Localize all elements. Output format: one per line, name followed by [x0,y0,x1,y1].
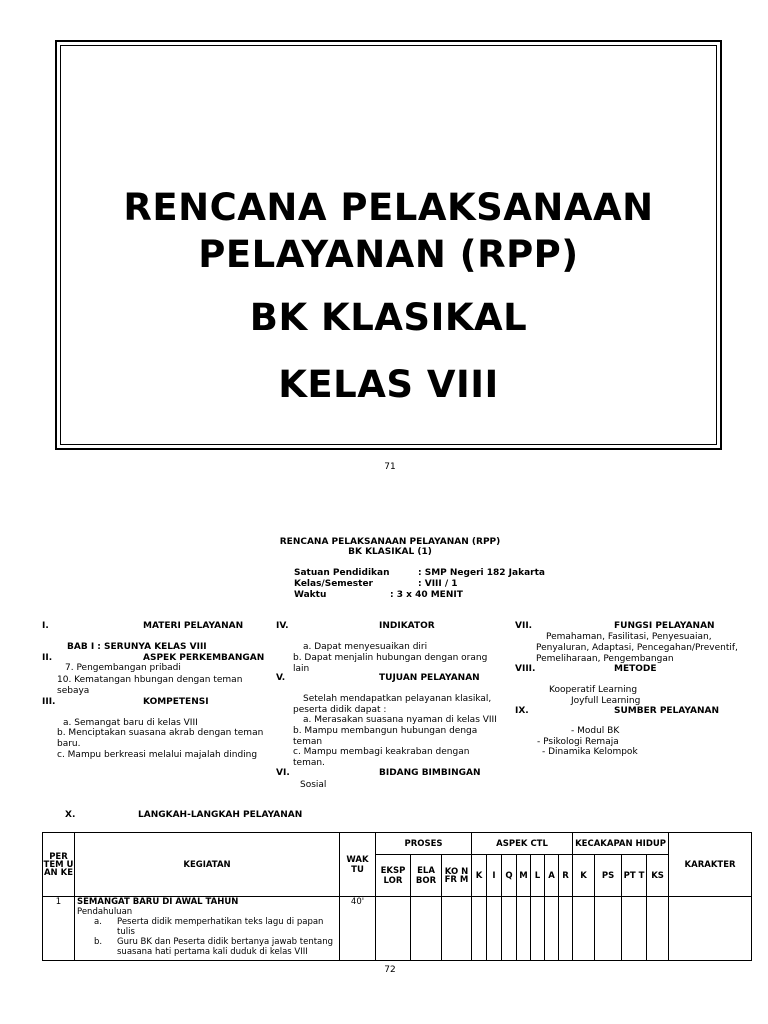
header-eksplor: EKSP LOR [376,855,411,897]
section-6-number: VI. [276,768,290,778]
header-ctl-l: L [531,855,545,897]
section-4-number: IV. [276,621,289,631]
cover-title-line2: PELAYANAN (RPP) [198,233,579,276]
section-2-item-1: 7. Pengembangan pribadi [65,663,181,673]
page-number: 71 [384,462,396,472]
row-kegiatan [75,897,340,961]
table-row [43,897,752,961]
section-10-title: LANGKAH-LANGKAH PELAYANAN [138,810,303,820]
header-ctl-k: K [472,855,487,897]
cell-konfirm [442,897,472,961]
header-ctl-r: R [559,855,573,897]
cover-frame-inner [60,45,717,445]
header-ctl-m: M [517,855,531,897]
row-waktu: 40' [340,897,376,961]
section-2-item-2: 10. Kematangan hbungan dengan teman sebaya [57,675,243,696]
cell-ctl-r [559,897,573,961]
section-3-item-2: b. Menciptakan suasana akrab dengan teman baru. [57,728,264,749]
row-kegiatan-item-a [77,917,337,937]
waktu-label: Waktu [294,590,327,600]
section-3-number: III. [42,697,56,707]
cell-ctl-l [531,897,545,961]
section-4-item-1: a. Dapat menyesuaikan diri [303,642,428,652]
cell-karakter [669,897,752,961]
section-7-text: Pemahaman, Fasilitasi, Penyesuaian, Penyaluran, Adaptasi, Pencegahan/Preventif, Pemeliharaan, Pengembangan [536,632,738,664]
cover-title-line1: RENCANA PELAKSANAAN [123,186,654,229]
rpp-subtitle: BK KLASIKAL (1) [348,547,432,557]
section-3-title: KOMPETENSI [143,697,209,707]
header-ctl-q: Q [502,855,517,897]
row-kegiatan-sub: Pendahuluan [77,907,133,917]
row-kegiatan-item-b-text: Guru BK dan Peserta didik bertanya jawab tentang suasana hati pertama kali duduk di kelas VIII [117,937,334,957]
cell-ctl-a [545,897,559,961]
cell-kh-k [573,897,595,961]
header-proses: PROSES [376,833,472,855]
section-4-item-2: b. Dapat menjalin hubungan dengan orang lain [293,653,488,674]
section-8-title: METODE [614,664,657,674]
header-ctl-i: I [487,855,502,897]
header-kegiatan: KEGIATAN [75,833,340,897]
section-9-title: SUMBER PELAYANAN [614,706,720,716]
section-9-item-2: - Psikologi Remaja [537,737,619,747]
header-waktu: WAK TU [340,833,376,897]
section-6-item: Sosial [300,780,327,790]
row-kegiatan-item-a-text: Peserta didik memperhatikan teks lagu di papan tulis [117,917,324,937]
header-karakter: KARAKTER [669,833,752,897]
header-kecakapan-hidup: KECAKAPAN HIDUP [573,833,669,855]
header-pertemuan: PER TEM U AN KE [43,833,75,897]
section-7-number: VII. [515,621,533,631]
waktu-value: : 3 x 40 MENIT [390,590,463,600]
section-9-number: IX. [515,706,529,716]
section-5-item-3: c. Mampu membagi keakraban dengan teman. [293,747,470,768]
section-9-item-1: - Modul BK [571,726,620,736]
section-10-number: X. [65,810,76,820]
section-2-title: ASPEK PERKEMBANGAN [143,653,265,663]
cell-kh-ps [595,897,622,961]
cover-title-line4: KELAS VIII [278,363,499,406]
cell-kh-ks [647,897,669,961]
section-1-number: I. [42,621,49,631]
header-ctl-a: A [545,855,559,897]
steps-table [42,832,752,961]
section-3-item-1: a. Semangat baru di kelas VIII [63,718,198,728]
section-8-number: VIII. [515,664,536,674]
header-kh-ps: PS [595,855,622,897]
section-5-item-1: a. Merasakan suasana nyaman di kelas VIII [303,715,497,725]
section-5-intro: Setelah mendapatkan pelayanan klasikal, peserta didik dapat : [293,694,492,715]
header-kh-k: K [573,855,595,897]
header-kh-ks: KS [647,855,669,897]
satuan-value: : SMP Negeri 182 Jakarta [418,568,545,578]
cell-ctl-m [517,897,531,961]
cell-ctl-q [502,897,517,961]
cell-kh-ptt [622,897,647,961]
row-kegiatan-item-b-label: b. [94,937,103,947]
header-kh-ptt: PT T [622,855,647,897]
header-aspek-ctl: ASPEK CTL [472,833,573,855]
cell-ctl-i [487,897,502,961]
section-3-item-3: c. Mampu berkreasi melalui majalah dinding [57,750,258,760]
section-2-number: II. [42,653,53,663]
section-5-title: TUJUAN PELAYANAN [379,673,480,683]
row-kegiatan-item-a-label: a. [94,917,102,927]
section-9-item-3: - Dinamika Kelompok [542,747,638,757]
kelas-label: Kelas/Semester [294,579,373,589]
header-konfirm: KO N FR M [442,855,472,897]
row-pertemuan: 1 [43,897,75,961]
section-4-title: INDIKATOR [379,621,435,631]
rpp-title: RENCANA PELAKSANAAN PELAYANAN (RPP) [279,537,501,547]
cell-eksplor [376,897,411,961]
satuan-label: Satuan Pendidikan [294,568,390,578]
cell-ctl-k [472,897,487,961]
page-number-2: 72 [384,965,396,975]
cover-title-line3: BK KLASIKAL [249,296,528,339]
section-1-bab: BAB I : SERUNYA KELAS VIII [67,642,207,652]
header-elabor: ELA BOR [411,855,442,897]
section-5-item-2: b. Mampu membangun hubungan denga teman [293,726,478,747]
section-6-title: BIDANG BIMBINGAN [379,768,481,778]
row-kegiatan-title: SEMANGAT BARU DI AWAL TAHUN [77,897,239,907]
section-7-title: FUNGSI PELAYANAN [614,621,715,631]
section-5-number: V. [276,673,286,683]
cell-elabor [411,897,442,961]
kelas-value: : VIII / 1 [418,579,458,589]
section-8-item-1: Kooperatif Learning [549,685,638,695]
section-8-item-2: Joyfull Learning [571,696,641,706]
row-kegiatan-item-b [77,937,337,957]
section-1-title: MATERI PELAYANAN [143,621,244,631]
